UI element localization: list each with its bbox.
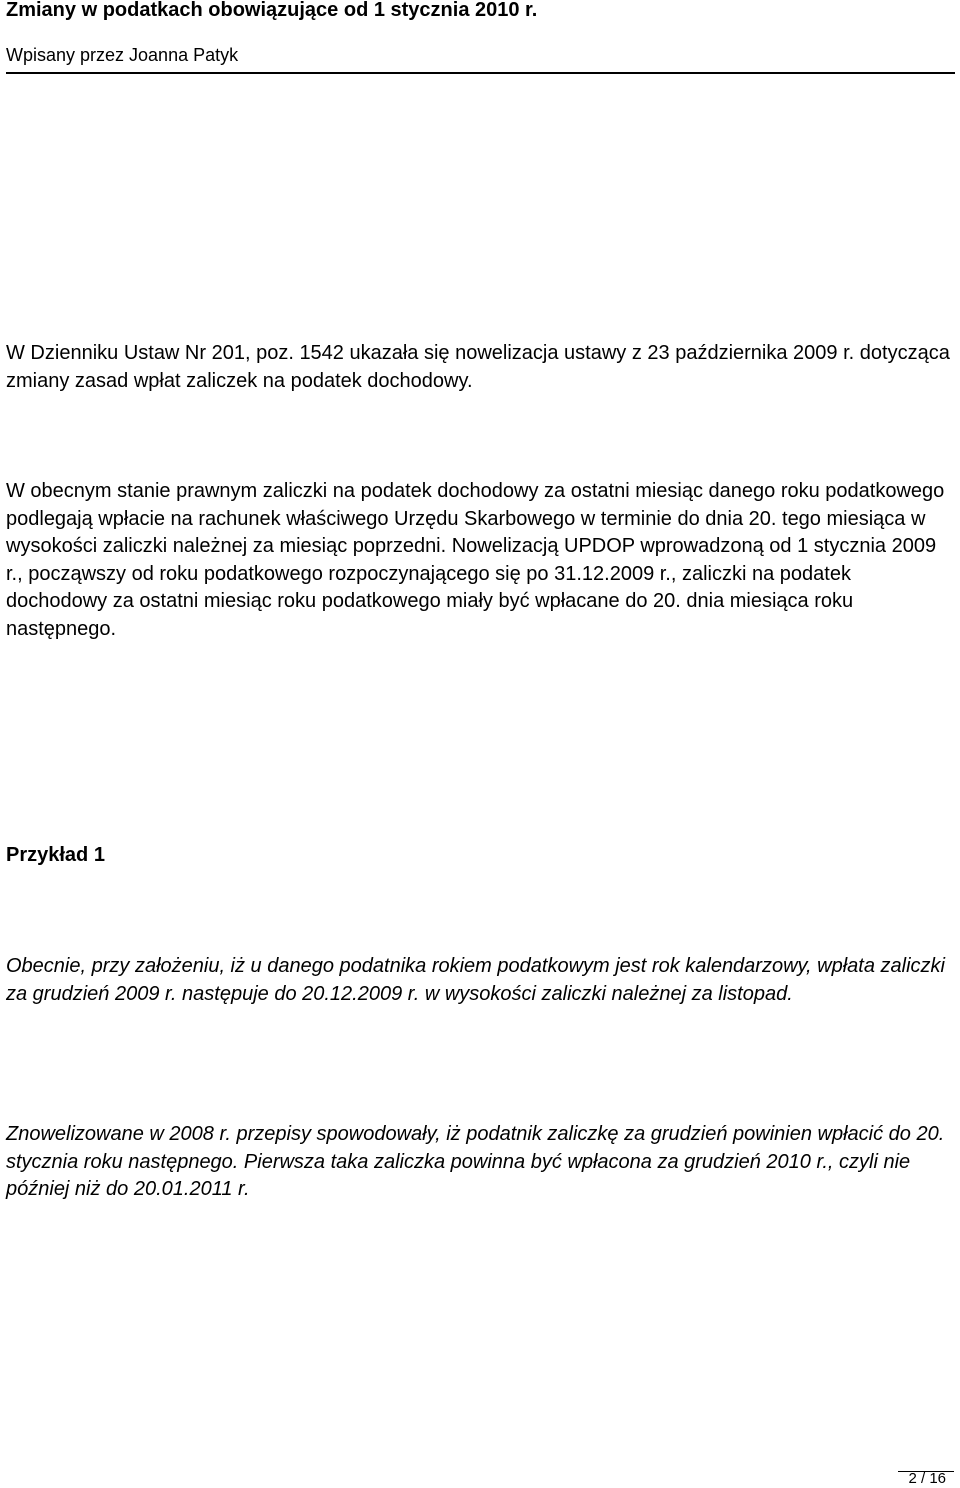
paragraph-intro: W Dzienniku Ustaw Nr 201, poz. 1542 ukazała się nowelizacja ustawy z 23 października 2009 r. dotycząca zmiany zasad wpłat zaliczek na podatek dochodowy. (6, 342, 950, 392)
paragraph-example-current: Obecnie, przy założeniu, iż u danego podatnika rokiem podatkowym jest rok kalendarzowy, wpłata zaliczki za grudzień 2009 r. następuje do 20.12.2009 r. w wysokości zaliczki należnej za listopad. (6, 955, 945, 1005)
author-line: Wpisany przez Joanna Patyk (6, 45, 239, 65)
header-divider (6, 72, 955, 74)
example-heading: Przykład 1 (6, 844, 105, 866)
paragraph-legal-state: W obecnym stanie prawnym zaliczki na podatek dochodowy za ostatni miesiąc danego roku podatkowego podlegają wpłacie na rachunek właściwego Urzędu Skarbowego w terminie do dnia 20. tego miesiąca w wysokości zaliczki należnej za miesiąc poprzedni. Nowelizacją UPDOP wprowadzoną od 1 stycznia 2009 r., począwszy od roku podatkowego rozpoczynającego się po 31.12.2009 r., zaliczki na podatek dochodowy za ostatni miesiąc roku podatkowego miały być wpłacane do 20. dnia miesiąca roku następnego. (6, 480, 945, 640)
page-number: 2 / 16 (908, 1470, 946, 1487)
document-title: Zmiany w podatkach obowiązujące od 1 stycznia 2010 r. (6, 0, 538, 21)
paragraph-example-amended: Znowelizowane w 2008 r. przepisy spowodowały, iż podatnik zaliczkę za grudzień powinien wpłacić do 20. stycznia roku następnego. Pierwsza taka zaliczka powinna być wpłacona za grudzień 2010 r., czyli nie później niż do 20.01.2011 r. (6, 1123, 945, 1200)
